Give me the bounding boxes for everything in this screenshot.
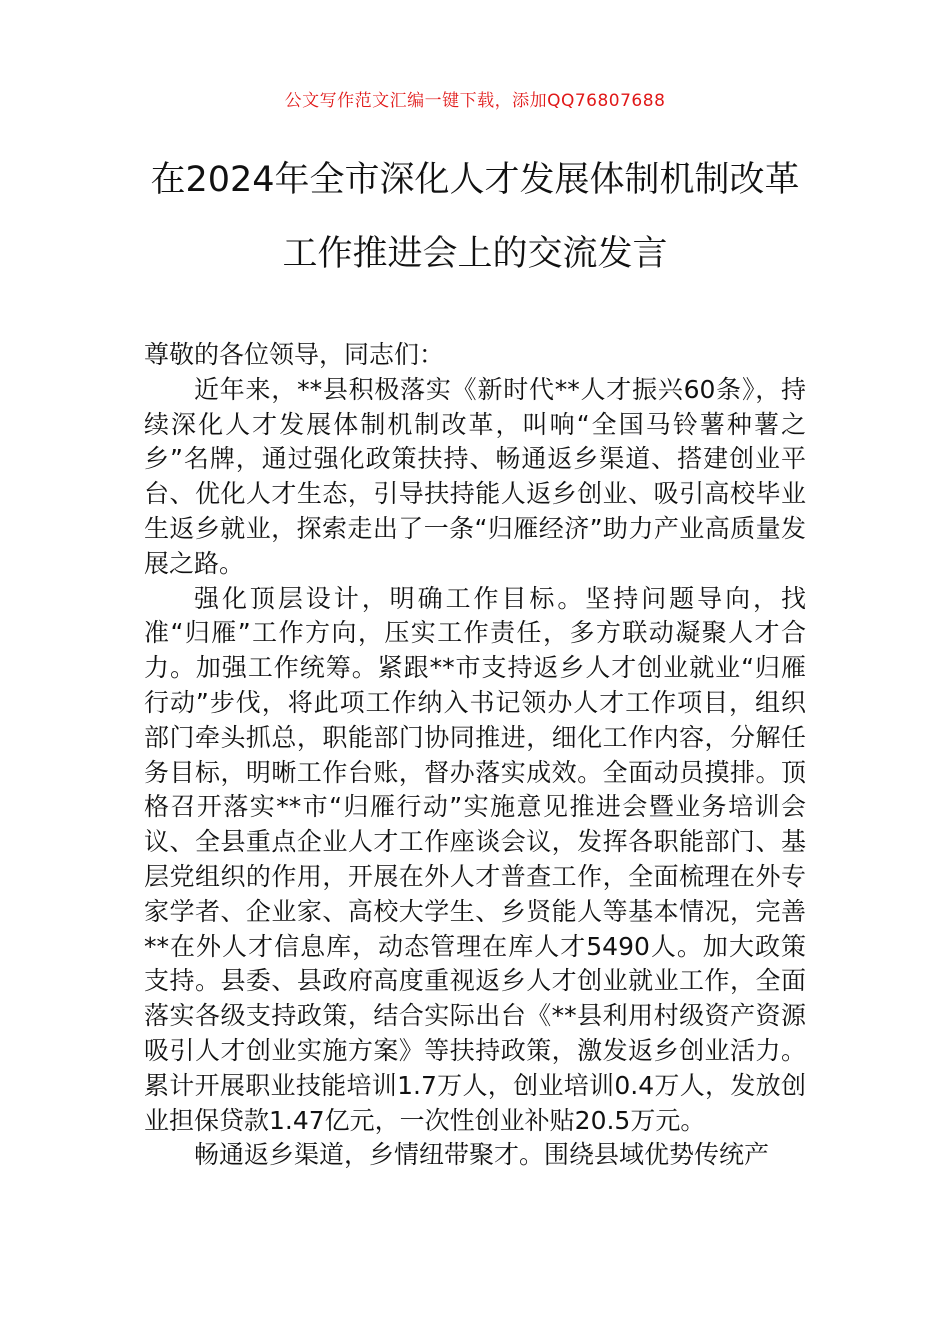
document-body xyxy=(144,338,806,1173)
document-title-line-2: 工作推进会上的交流发言 xyxy=(282,234,668,274)
paragraph: 畅通返乡渠道，乡情纽带聚才。围绕县域优势传统产 xyxy=(194,1140,770,1170)
salutation: 尊敬的各位领导，同志们： xyxy=(144,340,445,369)
paragraph: 近年来，**县积极落实《新时代**人才振兴60条》，持续深化人才发展体制机制改革，叫响“全国马铃薯种薯之乡”名牌，通过强化政策扶持、畅通返乡渠道、搭建创业平台、优化人才生态，引导扶持能人返乡创业、吸引高校毕业生返乡就业，探索走出了一条“归雁经济”助力产业高质量发展之路。 xyxy=(144,374,806,578)
download-notice: 公文写作范文汇编一键下载，添加QQ76807688 xyxy=(284,91,666,111)
paragraph: 强化顶层设计，明确工作目标。坚持问题导向，找准“归雁”工作方向，压实工作责任，多方联动凝聚人才合力。加强工作统筹。紧跟**市支持返乡人才创业就业“归雁行动”步伐，将此项工作纳入书记领办人才工作项目，组织部门牵头抓总，职能部门协同推进，细化工作内容，分解任务目标，明晰工作台账，督办落实成效。全面动员摸排。顶格召开落实**市“归雁行动”实施意见推进会暨业务培训会议、全县重点企业人才工作座谈会议，发挥各职能部门、基层党组织的作用，开展在外人才普查工作，全面梳理在外专家学者、企业家、高校大学生、乡贤能人等基本情况，完善**在外人才信息库，动态管理在库人才5490人。加大政策支持。县委、县政府高度重视返乡人才创业就业工作，全面落实各级支持政策，结合实际出台《**县利用村级资产资源吸引人才创业实施方案》等扶持政策，激发返乡创业活力。累计开展职业技能培训1.7万人，创业培训0.4万人，发放创业担保贷款1.47亿元，一次性创业补贴20.5万元。 xyxy=(144,583,806,1135)
document-title-line-1: 在2024年全市深化人才发展体制机制改革 xyxy=(150,160,800,200)
